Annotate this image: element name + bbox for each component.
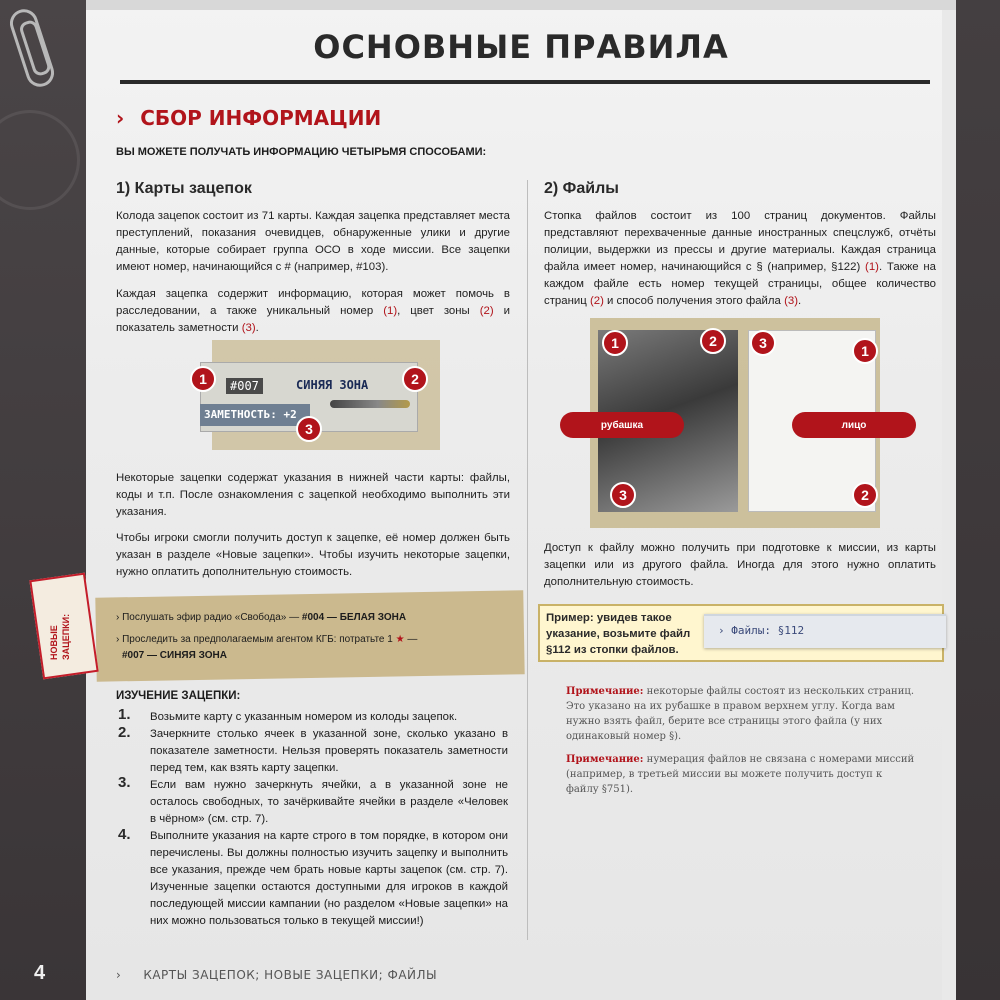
step-number: 2.	[118, 724, 131, 741]
note-1-text: некоторые файлы состоят из нескольких страниц. Это указано на их рубашке в правом верхнем углу. Когда вам нужно взять файл, берите все страницы этого файла (у них одинаковый номер §).	[566, 686, 914, 742]
pen-icon	[330, 400, 410, 408]
file-badge-1: 1	[602, 330, 628, 356]
chevron-right-icon: ›	[116, 106, 125, 130]
note-2	[566, 752, 916, 797]
ref-3: (3)	[241, 322, 256, 334]
step-number: 4.	[118, 826, 131, 843]
file-badge-1-front: 1	[852, 338, 878, 364]
callout-badge-2: 2	[402, 366, 428, 392]
clue-card-zone: СИНЯЯ ЗОНА	[296, 378, 369, 392]
step-text: Возьмите карту с указанным номером из колоды зацепок.	[150, 711, 458, 723]
footer	[116, 968, 437, 982]
left-column-heading: 1) Карты зацепок	[116, 180, 252, 197]
example-text: Пример: увидев такое указание, возьмите файл §112 из стопки файлов.	[546, 612, 691, 656]
chevron-right-icon: ›	[116, 968, 122, 982]
file-back-label: рубашка	[560, 412, 684, 438]
ref-3: (3)	[784, 295, 798, 307]
note-1	[566, 684, 916, 744]
file-badge-2-front: 2	[852, 482, 878, 508]
note-1-label: Примечание:	[566, 686, 644, 697]
study-heading: ИЗУЧЕНИЕ ЗАЦЕПКИ:	[116, 690, 241, 702]
step-text: Если вам нужно зачеркнуть ячейки, а в указанной зоне не осталось свободных, то зачёркивайте ячейки в разделе «Человек в чёрном» (см. стр. 7).	[150, 779, 508, 825]
right-paragraph-2: Доступ к файлу можно получить при подготовке к миссии, из карты зацепки или из другого файла. Иногда для этого нужно оплатить дополнительную стоимость.	[544, 542, 936, 588]
strip-line-2-text: › Проследить за предполагаемым агентом КГБ: потратьте 1	[116, 634, 393, 645]
strip-line-1	[116, 610, 406, 625]
clue-card-number: #007	[226, 378, 263, 394]
p2-text-d: .	[255, 322, 259, 334]
step-text: Выполните указания на карте строго в том порядке, в котором они перечислены. Вы должны полностью изучить зацепку и выполнить все указания, прежде чем брать новые карты зацепок (см. стр. 7). Изученные зацепки остаются доступными для игроков в каждой последующей миссии кампании (но разделом «Новые зацепки» на них можно пользоваться только в текущей миссии!)	[150, 830, 508, 927]
ref-2: (2)	[589, 295, 604, 307]
page-title: ОСНОВНЫЕ ПРАВИЛА	[313, 28, 729, 66]
left-paragraph-1: Колода зацепок состоит из 71 карты. Каждая зацепка представляет места преступлений, показания очевидцев, обнаруженные улики и другие данные, которые собирает группа ОСО в ходе миссии. Все зацепки имеют номер, начинающийся с # (например, #103).	[116, 210, 510, 273]
note-2-text: нумерация файлов не связана с номерами миссий (например, в третьей миссии вы можете получить доступ к файлу §751).	[566, 754, 915, 795]
section-heading	[116, 106, 381, 130]
r-p1-text-a: Стопка файлов состоит из 100 страниц документов. Файлы представляют перехваченные данные иностранных спецслужб, отчёты полиции, выдержки из прессы и другие материалы. Каждая страница файла имеет номер, начинающийся с § (например, §122)	[544, 210, 936, 273]
left-paragraph-4: Чтобы игроки смогли получить доступ к зацепке, её номер должен быть указан в разделе «Новые зацепки». Чтобы изучить некоторые зацепки, нужно оплатить дополнительную стоимость.	[116, 532, 510, 578]
section-intro: ВЫ МОЖЕТЕ ПОЛУЧАТЬ ИНФОРМАЦИЮ ЧЕТЫРЬМЯ СПОСОБАМИ:	[116, 146, 487, 158]
p2-text-a: Каждая зацепка содержит информацию, которая может помочь в расследовании, а также уникальный номер	[116, 288, 510, 317]
page-top-bar	[86, 0, 956, 10]
example-card: › Файлы: §112	[704, 614, 946, 648]
r-p1-text-b: . Также на каждом файле есть номер текущей страницы, общее количество страниц	[544, 261, 936, 307]
star-icon: ★	[395, 634, 405, 645]
file-badge-3-back: 3	[610, 482, 636, 508]
clue-card-visibility: ЗАМЕТНОСТЬ: +2	[200, 404, 310, 426]
left-paragraph-3: Некоторые зацепки содержат указания в нижней части карты: файлы, коды и т.п. После ознакомления с зацепкой необходимо выполнить эти указания.	[116, 472, 510, 518]
strip-line-1-code: #004 — БЕЛАЯ ЗОНА	[301, 612, 407, 623]
r-p1-text-d: .	[798, 295, 802, 307]
right-column-heading: 2) Файлы	[544, 180, 619, 197]
file-front-label: лицо	[792, 412, 916, 438]
p2-text-c: и показатель заметности	[116, 305, 510, 334]
strip-line-3-code: #007 — СИНЯЯ ЗОНА	[122, 650, 227, 661]
p2-text-b: , цвет зоны	[397, 305, 470, 317]
strip-line-1-text: › Послушать эфир радио «Свобода» —	[116, 612, 300, 623]
section-heading-text: СБОР ИНФОРМАЦИИ	[140, 106, 382, 130]
title-rule	[120, 80, 930, 84]
right-paragraph-1	[544, 208, 936, 310]
strip-line-2-dash: —	[407, 634, 418, 645]
background-right	[956, 0, 1000, 1000]
callout-badge-1: 1	[190, 366, 216, 392]
note-2-label: Примечание:	[566, 754, 644, 765]
new-clues-tag-label: НОВЫЕ ЗАЦЕПКИ:	[49, 613, 71, 660]
step-number: 1.	[118, 706, 131, 723]
ref-1: (1)	[383, 305, 398, 317]
column-divider	[527, 180, 528, 940]
ref-2: (2)	[479, 305, 494, 317]
step-text: Зачеркните столько ячеек в указанной зоне, сколько указано в показателе заметности. Нельзя проверять показатель заметности перед тем, как взять карту зацепки.	[150, 728, 508, 774]
r-p1-text-c: и способ получения этого файла	[607, 295, 781, 307]
strip-line-3	[122, 648, 227, 663]
left-paragraph-2	[116, 286, 510, 337]
ref-1: (1)	[865, 261, 879, 273]
footer-text: КАРТЫ ЗАЦЕПОК; НОВЫЕ ЗАЦЕПКИ; ФАЙЛЫ	[143, 968, 438, 982]
strip-line-2	[116, 632, 417, 647]
file-badge-2: 2	[700, 328, 726, 354]
step-number: 3.	[118, 774, 131, 791]
page-number: 4	[34, 962, 46, 984]
callout-badge-3: 3	[296, 416, 322, 442]
file-badge-3: 3	[750, 330, 776, 356]
